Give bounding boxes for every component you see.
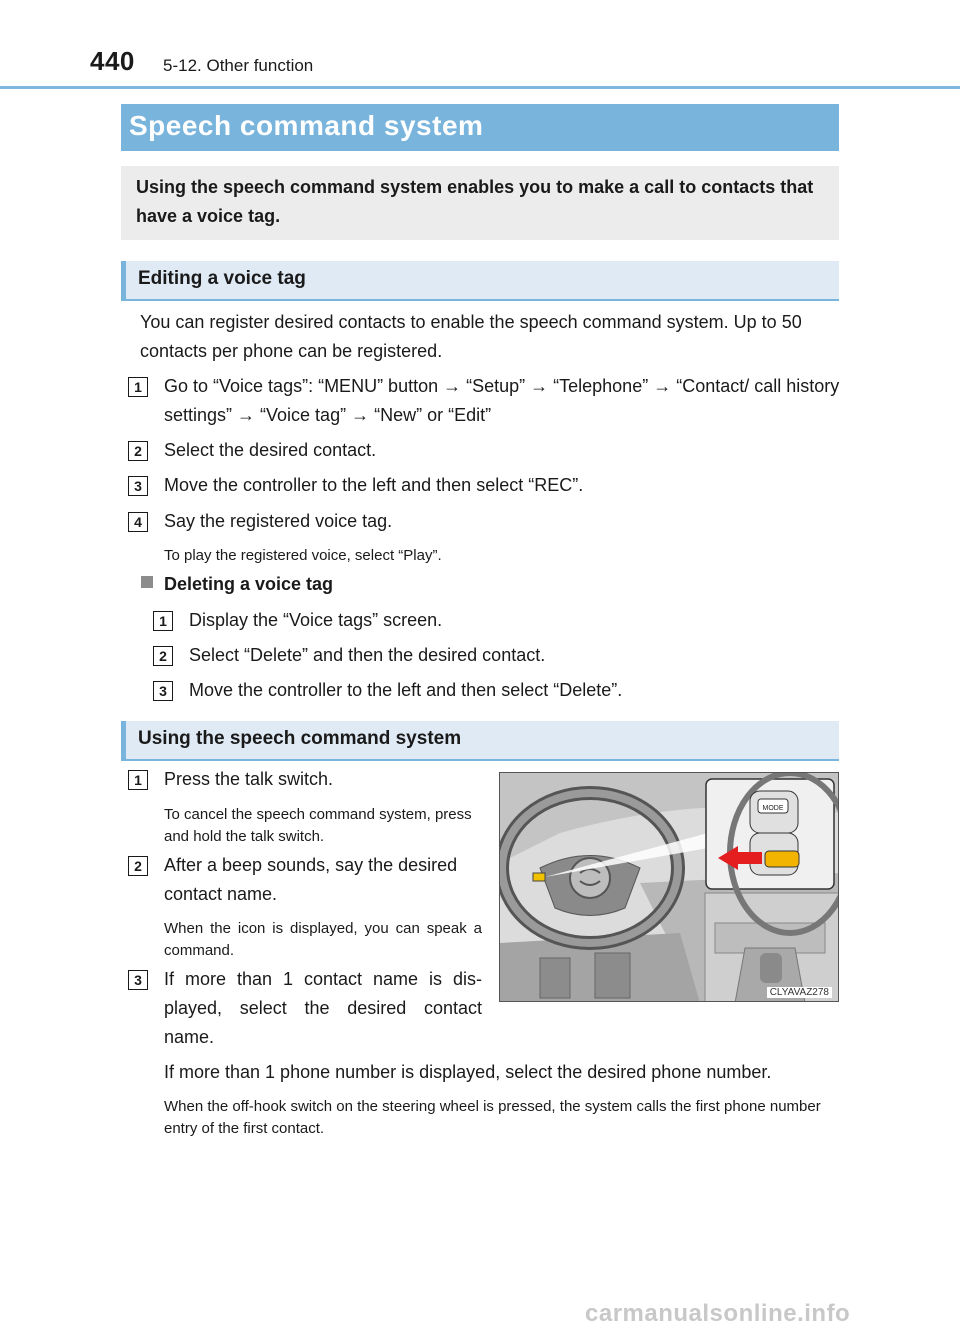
heading-accent [121, 261, 126, 299]
editing-step-3: Move the controller to the left and then select “REC”. [164, 475, 584, 495]
editing-step-1: Go to “Voice tags”: “MENU” button → “Setup” → “Telephone” → “Contact/ call history settings” → “Voice tag” → “New” or “Edit” [164, 376, 840, 425]
deleting-step-1: Display the “Voice tags” screen. [189, 610, 443, 630]
editing-step-2: Select the desired contact. [164, 440, 377, 460]
section-title-bar [121, 104, 839, 151]
step-number: 1 [128, 377, 148, 397]
intro-text: Using the speech command system enables you to make a call to contacts that have a voice tag. [136, 177, 814, 226]
editing-heading-bar [121, 261, 839, 301]
editing-heading: Editing a voice tag [138, 268, 306, 289]
using-extra-note: When the off-hook switch on the steering wheel is pressed, the system calls the first phone number entry of the first contact. [164, 1098, 821, 1137]
using-heading-bar [121, 721, 839, 761]
steering-wheel-figure [499, 772, 839, 1002]
section-title: Speech command system [129, 110, 484, 141]
page-number: 440 [90, 46, 135, 76]
deleting-heading: Deleting a voice tag [164, 574, 334, 594]
using-step-3: If more than 1 contact name is dis- played, select the desired contact name. [164, 969, 482, 1047]
step-number: 4 [128, 512, 148, 532]
deleting-step-3: Move the controller to the left and then select “Delete”. [189, 680, 623, 700]
step-number: 2 [128, 856, 148, 876]
using-heading: Using the speech command system [138, 728, 462, 749]
watermark: carmanualsonline.info [585, 1300, 851, 1327]
editing-step-4: Say the registered voice tag. [164, 511, 393, 531]
deleting-step-2: Select “Delete” and then the desired contact. [189, 645, 546, 665]
intro-box [121, 166, 839, 240]
chapter-title: 5-12. Other function [163, 56, 314, 75]
page-header [0, 0, 960, 90]
figure-code: CLYAVAZ278 [767, 987, 832, 998]
step-number: 1 [128, 770, 148, 790]
step-number: 2 [153, 646, 173, 666]
editing-note: To play the registered voice, select “Play”. [164, 547, 442, 564]
steering-wheel-illustration [500, 773, 839, 1002]
using-step-2: After a beep sounds, say the desired contact name. [164, 855, 458, 904]
step-number: 3 [153, 681, 173, 701]
step-number: 2 [128, 441, 148, 461]
using-step-2-note: When the icon is displayed, you can speak a command. [164, 920, 482, 959]
mode-label: MODE [762, 805, 784, 812]
using-step-1-note: To cancel the speech command system, press and hold the talk switch. [164, 806, 472, 845]
header-rule [0, 86, 960, 89]
step-number: 3 [128, 476, 148, 496]
step-number: 1 [153, 611, 173, 631]
using-step-1: Press the talk switch. [164, 769, 334, 789]
using-extra-text: If more than 1 phone number is displayed, select the desired phone number. [164, 1062, 772, 1082]
square-bullet-icon [141, 576, 153, 588]
heading-accent [121, 721, 126, 759]
step-number: 3 [128, 970, 148, 990]
editing-description: You can register desired contacts to enable the speech command system. Up to 50 contacts per phone can be registered. [140, 312, 802, 361]
